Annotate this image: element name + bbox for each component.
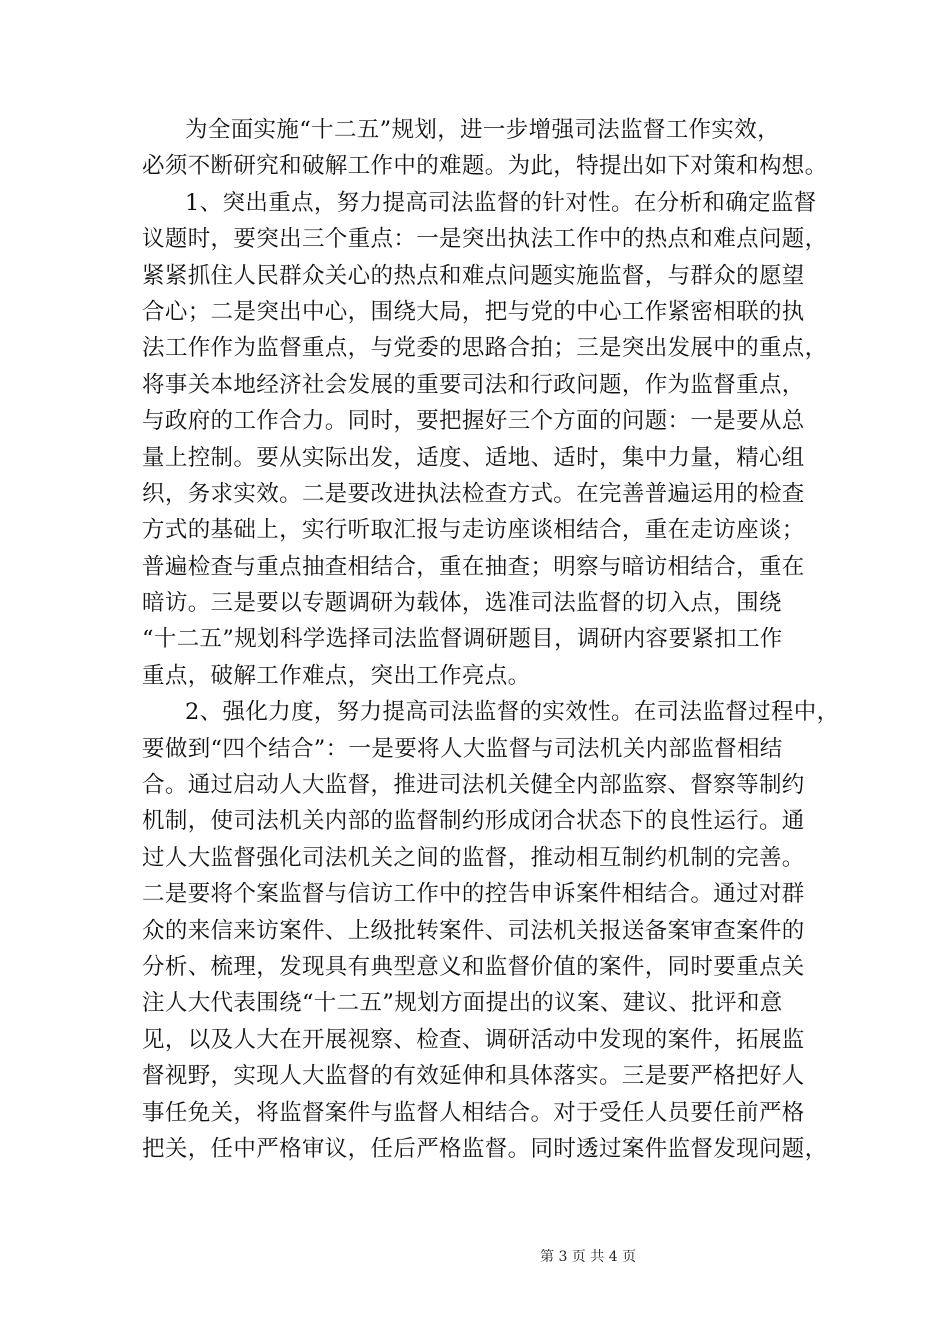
text-line: 合心；二是突出中心，围绕大局，把与党的中心工作紧密相联的执 [142,298,805,325]
text-line: 紧紧抓住人民群众关心的热点和难点问题实施监督，与群众的愿望 [142,262,805,289]
text-line: 重点，破解工作难点，突出工作亮点。 [142,662,531,689]
text-line: 二是要将个案监督与信访工作中的控告申诉案件相结合。通过对群 [142,881,805,908]
text-line: “十二五”规划科学选择司法监督调研题目，调研内容要紧扣工作 [142,626,783,653]
page-number-footer: 第 3 页 共 4 页 [540,1249,637,1265]
text-line: 将事关本地经济社会发展的重要司法和行政问题，作为监督重点， [142,371,805,398]
text-line: 注人大代表围绕“十二五”规划方面提出的议案、建议、批评和意 [142,990,783,1017]
body-text [142,112,840,1167]
text-line: 法工作作为监督重点，与党委的思路合拍；三是突出发展中的重点， [142,335,828,362]
text-line: 织，务求实效。二是要改进执法检查方式。在完善普遍运用的检查 [142,480,805,507]
text-line: 众的来信来访案件、上级批转案件、司法机关报送备案审查案件的 [142,917,805,944]
text-line: 与政府的工作合力。同时，要把握好三个方面的问题：一是要从总 [142,408,805,435]
text-line: 过人大监督强化司法机关之间的监督，推动相互制约机制的完善。 [142,844,805,871]
text-line: 见，以及人大在开展视察、检查、调研活动中发现的案件，拓展监 [142,1026,805,1053]
text-line: 合。通过启动人大监督，推进司法机关健全内部监察、督察等制约 [142,772,805,799]
text-line: 2、强化力度，努力提高司法监督的实效性。在司法监督过程中， [185,699,840,726]
text-line: 方式的基础上，实行听取汇报与走访座谈相结合，重在走访座谈； [142,517,805,544]
text-line: 事任免关，将监督案件与监督人相结合。对于受任人员要任前严格 [142,1099,805,1126]
text-line: 普遍检查与重点抽查相结合，重在抽查；明察与暗访相结合，重在 [142,553,805,580]
text-line: 1、突出重点，努力提高司法监督的针对性。在分析和确定监督 [185,189,817,216]
text-line: 必须不断研究和破解工作中的难题。为此，特提出如下对策和构想。 [142,153,828,180]
text-line: 为全面实施“十二五”规划，进一步增强司法监督工作实效， [185,117,780,143]
text-line: 分析、梳理，发现具有典型意义和监督价值的案件，同时要重点关 [142,953,805,980]
text-line: 议题时，要突出三个重点：一是突出执法工作中的热点和难点问题， [142,226,828,253]
text-line: 把关，任中严格审议，任后严格监督。同时透过案件监督发现问题， [142,1135,828,1162]
text-line: 量上控制。要从实际出发，适度、适地、适时，集中力量，精心组 [142,444,805,471]
text-line: 督视野，实现人大监督的有效延伸和具体落实。三是要严格把好人 [142,1063,805,1090]
text-line: 暗访。三是要以专题调研为载体，选准司法监督的切入点，围绕 [142,590,782,617]
text-line: 机制，使司法机关内部的监督制约形成闭合状态下的良性运行。通 [142,808,805,835]
text-line: 要做到“四个结合”：一是要将人大监督与司法机关内部监督相结 [142,735,783,762]
